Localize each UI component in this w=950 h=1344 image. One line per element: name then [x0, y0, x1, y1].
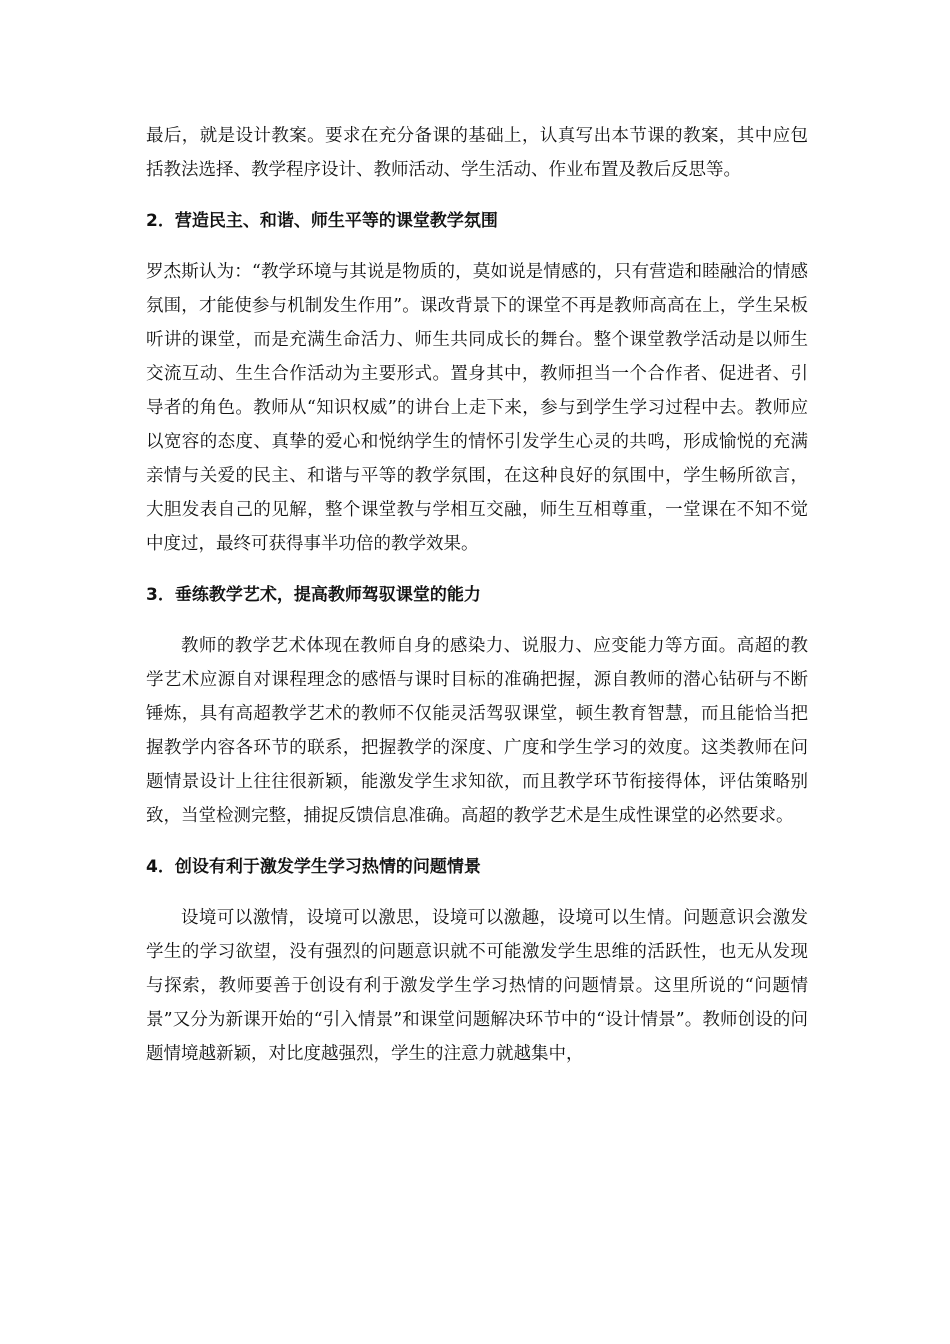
- paragraph-teaching-art: 教师的教学艺术体现在教师自身的感染力、说服力、应变能力等方面。高超的教学艺术应源自对课程理念的感悟与课时目标的准确把握，源自教师的潜心钻研与不断锤炼，具有高超教学艺术的教师不仅能灵活驾驭课堂，顿生教育智慧，而且能恰当把握教学内容各环节的联系，把握教学的深度、广度和学生学习的效度。这类教师在问题情景设计上往往很新颖，能激发学生求知欲，而且教学环节衔接得体，评估策略别致，当堂检测完整，捕捉反馈信息准确。高超的教学艺术是生成性课堂的必然要求。: [146, 636, 808, 826]
- section-heading-3: 3．垂练教学艺术，提高教师驾驭课堂的能力: [146, 585, 481, 605]
- section-heading-4: 4．创设有利于激发学生学习热情的问题情景: [146, 857, 481, 877]
- document-body: [146, 119, 808, 1071]
- paragraph-classroom-atmosphere: 罗杰斯认为：“教学环境与其说是物质的，莫如说是情感的，只有营造和睦融洽的情感氛围，才能使参与机制发生作用”。课改背景下的课堂不再是教师高高在上，学生呆板听讲的课堂，而是充满生命活力、师生共同成长的舞台。整个课堂教学活动是以师生交流互动、生生合作活动为主要形式。置身其中，教师担当一个合作者、促进者、引导者的角色。教师从“知识权威”的讲台上走下来，参与到学生学习过程中去。教师应以宽容的态度、真挚的爱心和悦纳学生的情怀引发学生心灵的共鸣，形成愉悦的充满亲情与关爱的民主、和谐与平等的教学氛围，在这种良好的氛围中，学生畅所欲言，大胆发表自己的见解，整个课堂教与学相互交融，师生互相尊重，一堂课在不知不觉中度过，最终可获得事半功倍的教学效果。: [146, 262, 808, 554]
- section-heading-2: 2．营造民主、和谐、师生平等的课堂教学氛围: [146, 211, 498, 231]
- paragraph-lesson-plan: 最后，就是设计教案。要求在充分备课的基础上，认真写出本节课的教案，其中应包括教法选择、教学程序设计、教师活动、学生活动、作业布置及教后反思等。: [146, 126, 808, 180]
- paragraph-problem-scenarios: 设境可以激情，设境可以激思，设境可以激趣，设境可以生情。问题意识会激发学生的学习欲望，没有强烈的问题意识就不可能激发学生思维的活跃性，也无从发现与探索，教师要善于创设有利于激发学生学习热情的问题情景。这里所说的“问题情景”又分为新课开始的“引入情景”和课堂问题解决环节中的“设计情景”。教师创设的问题情境越新颖，对比度越强烈，学生的注意力就越集中，: [146, 908, 808, 1064]
